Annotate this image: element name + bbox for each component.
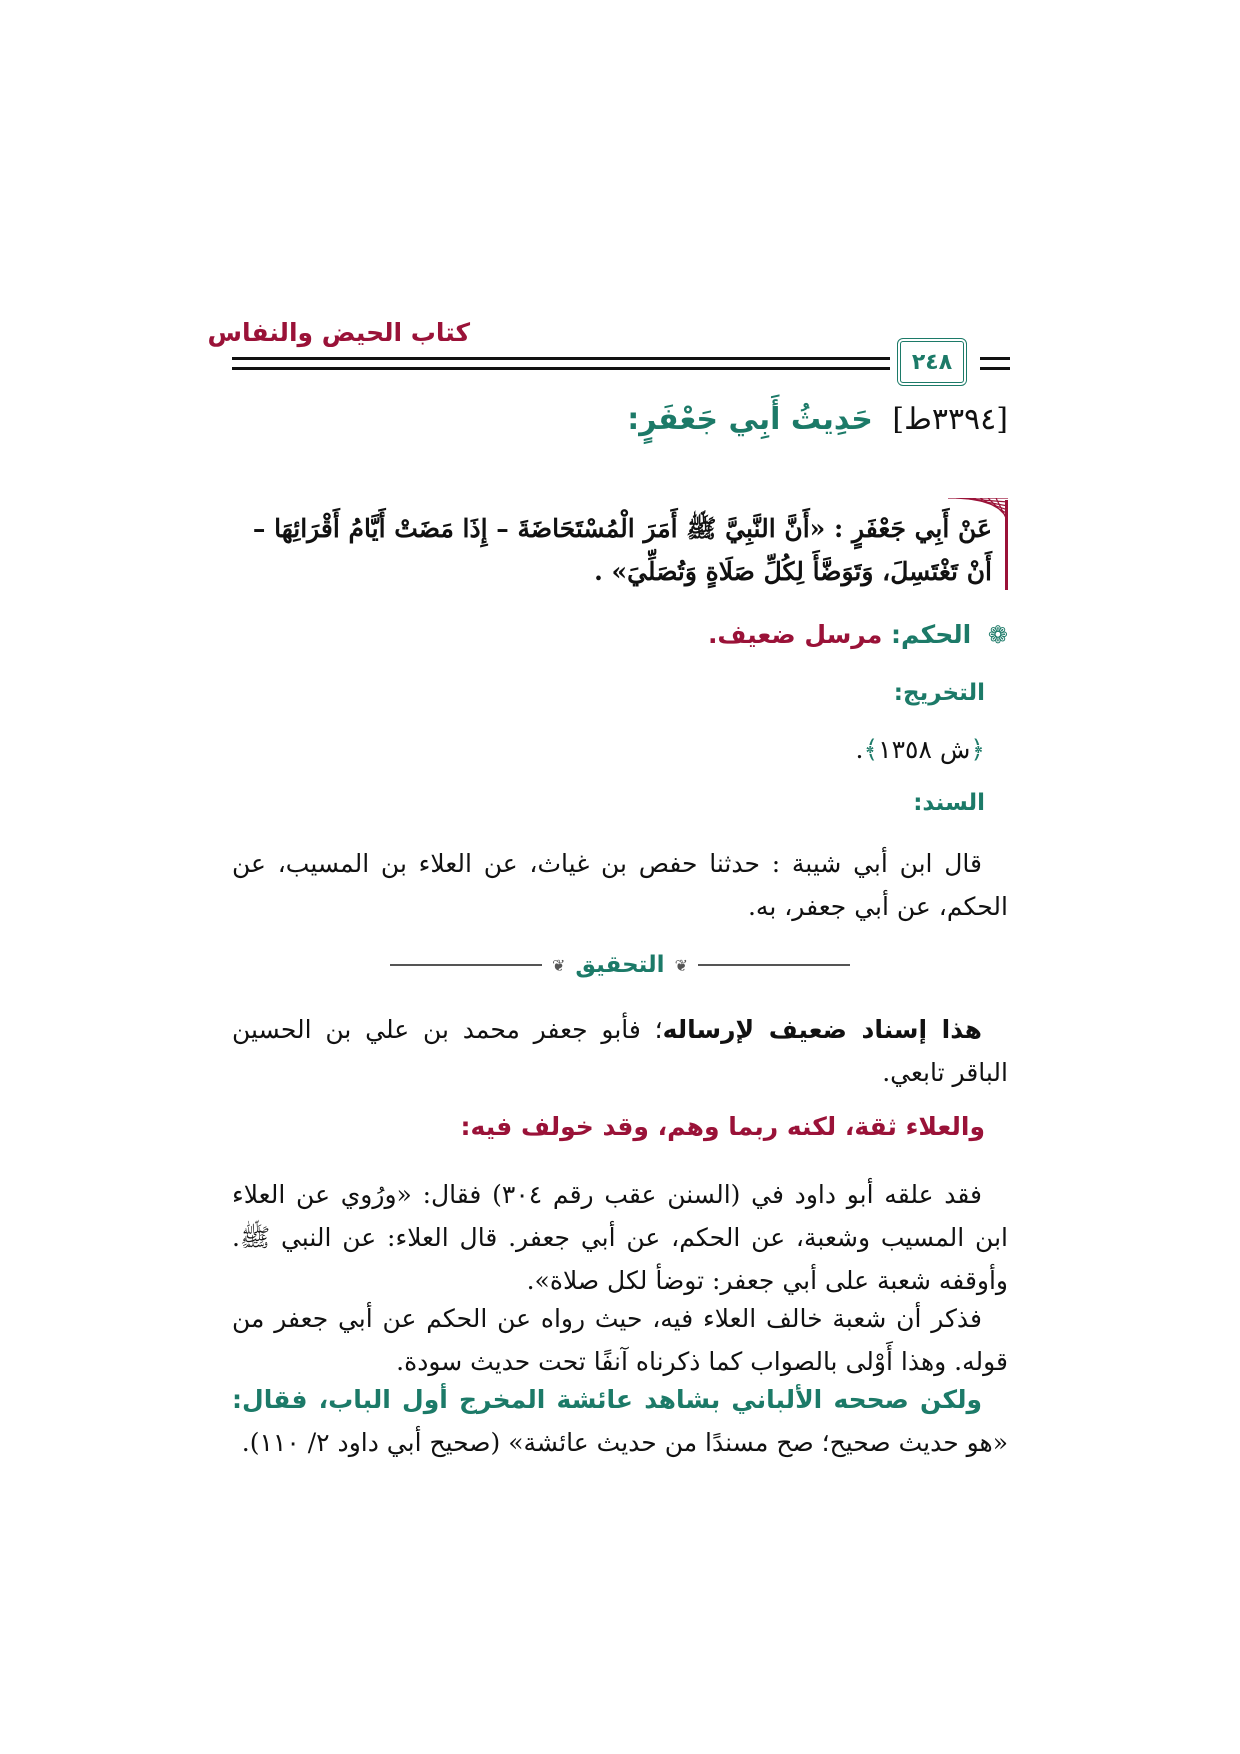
divider-ornament-icon: ❦ [674, 955, 688, 975]
ruling-label: الحكم: [891, 620, 972, 649]
tahqiq-p1-rest: ؛ فأبو جعفر محمد بن علي بن الحسين الباقر تابعي. [232, 1015, 1008, 1087]
takhrij-reference [856, 735, 985, 764]
hadith-title: حَدِيثُ أَبِي جَعْفَرٍ: [627, 402, 873, 437]
tahqiq-divider [390, 950, 850, 980]
tahqiq-heading: التحقيق [575, 952, 665, 978]
hadith-heading [627, 402, 1008, 437]
header-rule-top [980, 357, 1010, 360]
header-rule-bottom [980, 367, 1010, 370]
tahqiq-paragraph-1 [232, 1008, 1008, 1094]
page-number: ٢٤٨ [911, 349, 953, 375]
ref-bracket-open: ﴿ [970, 735, 985, 764]
tahqiq-p4-rest: «هو حديث صحيح؛ صح مسندًا من حديث عائشة» (صحيح أبي داود ٢/ ١١٠). [241, 1428, 1008, 1457]
hadith-text-line-1: عَنْ أَبِي جَعْفَرٍ : «أَنَّ النَّبِيَّ ﷺ أَمَرَ الْمُسْتَحَاضَةَ – إِذَا مَضَتْ أَيَّامُ أَقْرَائِهَا – [252, 514, 992, 543]
tahqiq-paragraph-4 [232, 1378, 1008, 1464]
header-rule-bottom-left [232, 367, 890, 370]
running-header-title: كتاب الحيض والنفاس [207, 318, 470, 347]
tahqiq-paragraph-3 [232, 1297, 1008, 1383]
tahqiq-paragraph-2 [232, 1173, 1008, 1302]
page-number-badge [897, 338, 967, 386]
divider-line-right [390, 964, 542, 966]
tahqiq-p4-bold: ولكن صححه الألباني بشاهد عائشة المخرج أول الباب، فقال: [232, 1385, 982, 1414]
sanad-body: قال ابن أبي شيبة : حدثنا حفص بن غياث، عن العلاء بن المسيب، عن الحكم، عن أبي جعفر، به. [232, 849, 1008, 921]
sanad-label: السند: [913, 790, 985, 816]
divider-ornament-icon: ❦ [552, 955, 566, 975]
tahqiq-p2-text: فقد علقه أبو داود في (السنن عقب رقم ٣٠٤) فقال: «ورُوي عن العلاء ابن المسيب وشعبة، عن الحكم، عن أبي جعفر. قال العلاء: عن النبي ﷺ. وأوقفه شعبة على أبي جعفر: توضأ لكل صلاة». [232, 1180, 1008, 1295]
ref-end: . [855, 735, 864, 764]
tahqiq-p3-text: فذكر أن شعبة خالف العلاء فيه، حيث رواه عن الحكم عن أبي جعفر من قوله. وهذا أَوْلى بالصواب كما ذكرناه آنفًا تحت حديث سودة. [232, 1304, 1008, 1376]
ref-bracket-close: ﴾ [863, 735, 879, 764]
takhrij-label: التخريج: [893, 680, 985, 706]
ref-text: ش ١٣٥٨ [878, 735, 971, 764]
tahqiq-subheading: والعلاء ثقة، لكنه ربما وهم، وقد خولف فيه: [460, 1112, 985, 1141]
tahqiq-p1-bold: هذا إسناد ضعيف لإرساله [662, 1015, 982, 1044]
sanad-text [232, 842, 1008, 928]
hadith-number: [٣٣٩٤ط] [892, 402, 1008, 437]
ruling-value: مرسل ضعيف. [707, 620, 883, 649]
divider-line-left [698, 964, 850, 966]
header-rule-top-left [232, 357, 890, 360]
ruling-line [708, 620, 1008, 649]
flower-icon: ❁ [987, 621, 1008, 649]
hadith-text-line-2: أَنْ تَغْتَسِلَ، وَتَوَضَّأَ لِكُلِّ صَلَاةٍ وَتُصَلِّيَ» . [594, 557, 992, 586]
